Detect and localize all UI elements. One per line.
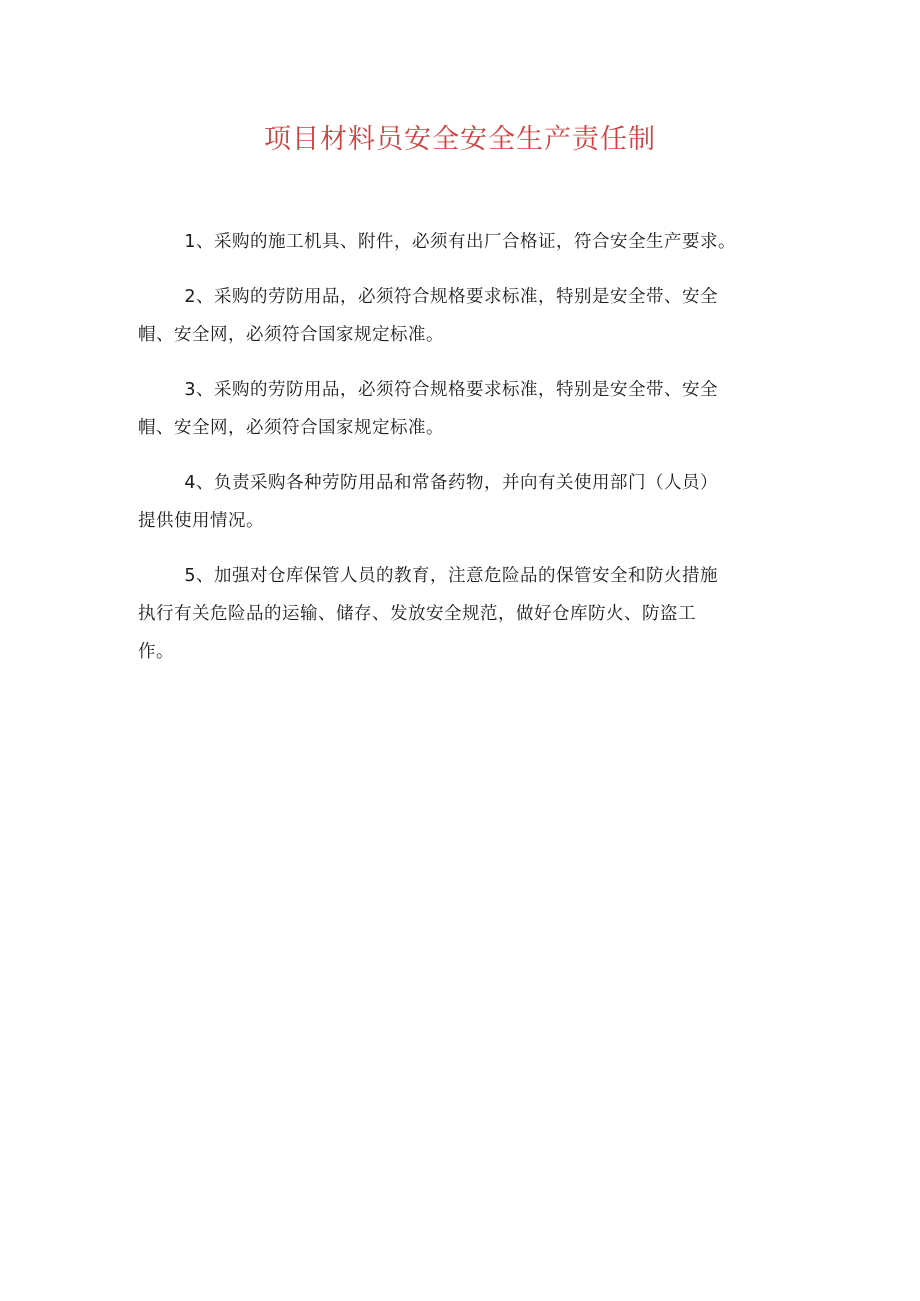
document-body — [138, 223, 788, 688]
document-title: 项目材料员安全安全生产责任制 — [264, 124, 656, 155]
paragraph-3 — [138, 371, 788, 447]
paragraph-1 — [138, 223, 788, 261]
paragraph-line: 1、采购的施工机具、附件，必须有出厂合格证，符合安全生产要求。 — [184, 232, 737, 252]
paragraph-4 — [138, 464, 788, 540]
paragraph-5 — [138, 557, 788, 671]
paragraph-line: 帽、安全网，必须符合国家规定标准。 — [138, 325, 444, 345]
paragraph-line: 帽、安全网，必须符合国家规定标准。 — [138, 418, 444, 438]
paragraph-line: 作。 — [138, 642, 174, 662]
paragraph-line: 5、加强对仓库保管人员的教育，注意危险品的保管安全和防火措施 — [184, 566, 719, 586]
paragraph-line: 提供使用情况。 — [138, 511, 264, 531]
paragraph-line: 3、采购的劳防用品，必须符合规格要求标准，特别是安全带、安全 — [184, 380, 719, 400]
paragraph-line: 4、负责采购各种劳防用品和常备药物，并向有关使用部门（人员） — [184, 473, 719, 493]
paragraph-line: 执行有关危险品的运输、储存、发放安全规范，做好仓库防火、防盗工 — [138, 604, 696, 624]
paragraph-2 — [138, 278, 788, 354]
paragraph-line: 2、采购的劳防用品，必须符合规格要求标准，特别是安全带、安全 — [184, 287, 719, 307]
